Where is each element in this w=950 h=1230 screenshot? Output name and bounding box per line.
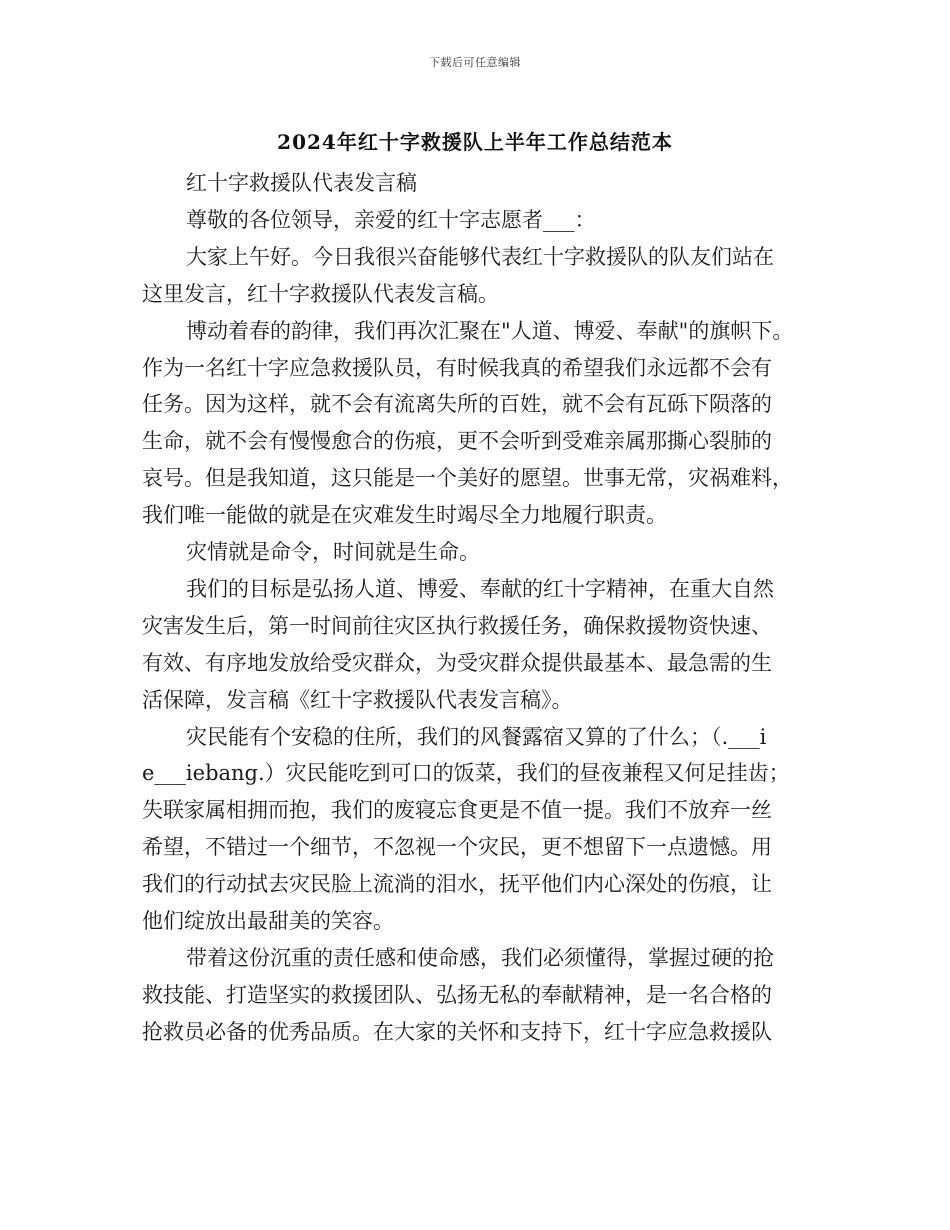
body-text-line: 灾害发生后，第一时间前往灾区执行救援任务，确保救援物资快速、 <box>142 613 772 638</box>
body-text-line: 有效、有序地发放给受灾群众，为受灾群众提供最基本、最急需的生 <box>142 650 772 675</box>
body-text-line: 他们绽放出最甜美的笑容。 <box>142 909 394 933</box>
body-text-line: 生命，就不会有慢慢愈合的伤痕，更不会听到受难亲属那撕心裂肺的 <box>142 429 772 454</box>
body-text-line: 灾民能有个安稳的住所，我们的风餐露宿又算的了什么；（.___i <box>186 724 767 749</box>
body-text-line: 带着这份沉重的责任感和使命感，我们必须懂得，掌握过硬的抢 <box>186 945 774 970</box>
body-text-line: 作为一名红十字应急救援队员，有时候我真的希望我们永远都不会有 <box>142 355 772 380</box>
body-text-line: 博动着春的韵律，我们再次汇聚在"人道、博爱、奉献"的旗帜下。 <box>186 318 794 343</box>
body-text-line: 我们的目标是弘扬人道、博爱、奉献的红十字精神，在重大自然 <box>186 576 774 601</box>
body-text-line: 希望，不错过一个细节，不忽视一个灾民，更不想留下一点遗憾。用 <box>142 835 772 860</box>
body-text-line: 红十字救援队代表发言稿 <box>186 171 417 195</box>
body-text-line: 抢救员必备的优秀品质。在大家的关怀和支持下，红十字应急救援队 <box>142 1019 772 1044</box>
body-text-line: 大家上午好。今日我很兴奋能够代表红十字救援队的队友们站在 <box>186 244 774 269</box>
body-text-line: 活保障，发言稿《红十字救援队代表发言稿》。 <box>142 687 573 712</box>
document-title: 2024年红十字救援队上半年工作总结范本 <box>277 130 673 154</box>
page-header-note: 下载后可任意编辑 <box>429 56 521 69</box>
body-text-line: 任务。因为这样，就不会有流离失所的百姓，就不会有瓦砾下陨落的 <box>142 392 772 417</box>
body-text-line: 这里发言，红十字救援队代表发言稿。 <box>142 281 499 306</box>
body-text-line: 失联家属相拥而抱，我们的废寝忘食更是不值一提。我们不放弃一丝 <box>142 798 772 823</box>
body-text-line: 我们唯一能做的就是在灾难发生时竭尽全力地履行职责。 <box>142 503 667 528</box>
body-text-line: 哀号。但是我知道，这只能是一个美好的愿望。世事无常，灾祸难料， <box>142 466 793 491</box>
body-text-line: 灾情就是命令，时间就是生命。 <box>186 540 480 564</box>
body-text-line: e___iebang.）灾民能吃到可口的饭菜，我们的昼夜兼程又何足挂齿； <box>142 761 790 786</box>
body-text-line: 尊敬的各位领导，亲爱的红十字志愿者___： <box>186 207 596 232</box>
body-text-line: 救技能、打造坚实的救援团队、弘扬无私的奉献精神，是一名合格的 <box>142 982 772 1007</box>
body-text-line: 我们的行动拭去灾民脸上流淌的泪水，抚平他们内心深处的伤痕，让 <box>142 872 772 897</box>
